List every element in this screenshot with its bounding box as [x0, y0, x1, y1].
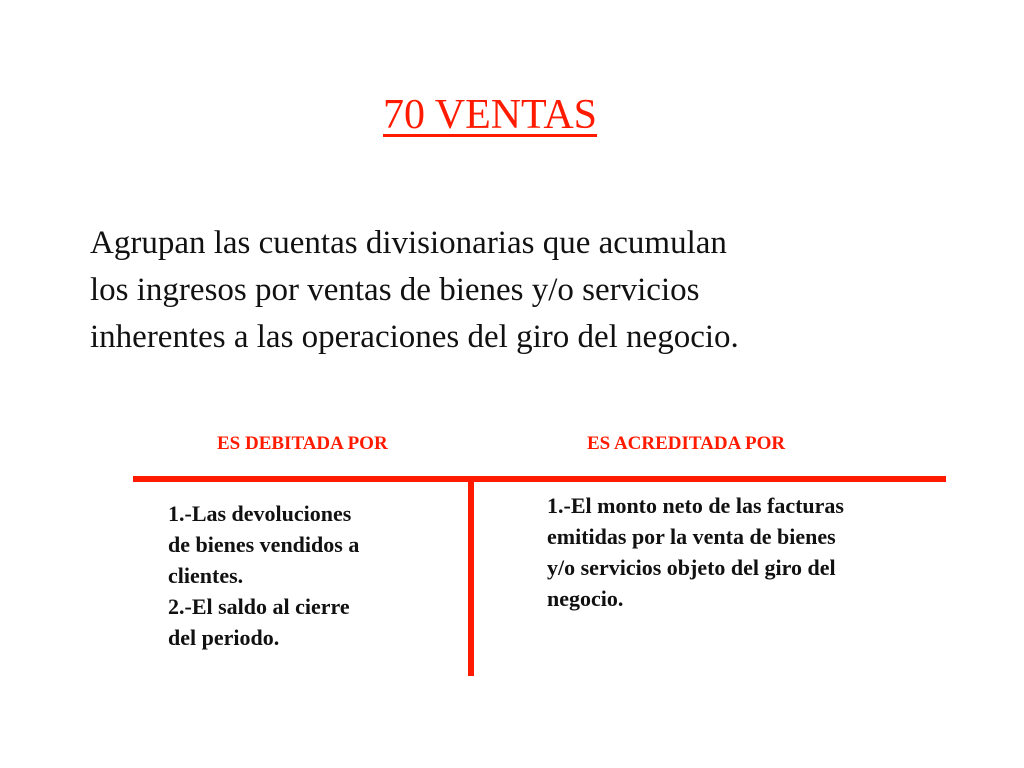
credit-list: [547, 490, 844, 614]
debit-list-line: de bienes vendidos a: [168, 532, 360, 557]
slide-title: 70 VENTAS: [383, 92, 598, 138]
t-account-horizontal-line: [133, 476, 946, 482]
debit-list-line: clientes.: [168, 563, 244, 588]
debit-list-line: del periodo.: [168, 625, 280, 650]
credit-list-line: negocio.: [547, 586, 624, 611]
debit-list-line: 2.-El saldo al cierre: [168, 594, 350, 619]
credit-heading: ES ACREDITADA POR: [587, 433, 786, 454]
account-description: [90, 220, 930, 361]
description-line: inherentes a las operaciones del giro del negocio.: [90, 319, 739, 355]
debit-list-line: 1.-Las devoluciones: [168, 501, 352, 526]
debit-heading: ES DEBITADA POR: [217, 433, 388, 454]
t-account-vertical-line: [468, 479, 474, 676]
description-line: Agrupan las cuentas divisionarias que acumulan: [90, 225, 727, 261]
credit-list-line: emitidas por la venta de bienes: [547, 524, 836, 549]
debit-list: [168, 498, 359, 653]
credit-list-line: y/o servicios objeto del giro del: [547, 555, 836, 580]
credit-list-line: 1.-El monto neto de las facturas: [547, 493, 844, 518]
description-line: los ingresos por ventas de bienes y/o servicios: [90, 272, 700, 308]
